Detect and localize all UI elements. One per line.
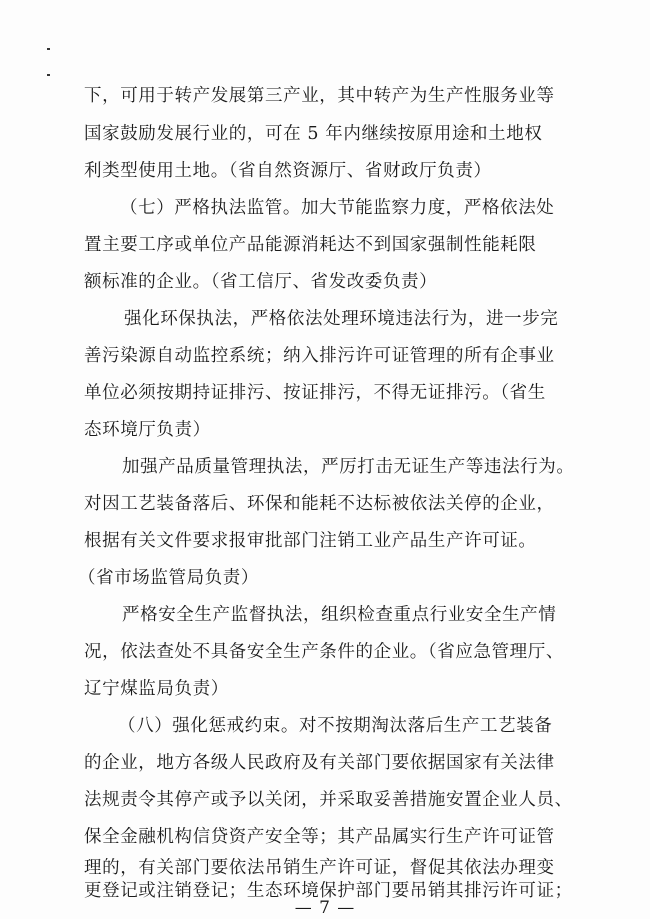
text-line: 强化环保执法，严格依法处理环境违法行为，进一步完 <box>124 309 559 329</box>
text-line: （七）严格执法监管。加大节能监察力度，严格依法处 <box>120 198 555 218</box>
text-line: 置主要工序或单位产品能源消耗达不到国家强制性能耗限 <box>84 235 537 255</box>
text-line: （八）强化惩戒约束。对不按期淘汰落后生产工艺装备 <box>118 716 553 736</box>
text-line: 保全金融机构信贷资产安全等；其产品属实行生产许可证管 <box>84 827 555 847</box>
scan-mark <box>47 74 50 76</box>
text-line: 法规责令其停产或予以关闭，并采取妥善措施安置企业人员、 <box>84 790 573 810</box>
text-line: 理的，有关部门要依法吊销生产许可证，督促其依法办理变 <box>84 858 555 878</box>
text-line: 辽宁煤监局负责） <box>84 679 229 699</box>
text-line: 更登记或注销登记；生态环境保护部门要吊销其排污许可证； <box>84 881 573 901</box>
text-line: 况，依法查处不具备安全生产条件的企业。（省应急管理厅、 <box>84 642 564 662</box>
text-line: 态环境厅负责） <box>84 420 211 440</box>
text-line: 加强产品质量管理执法，严厉打击无证生产等违法行为。 <box>122 457 575 477</box>
scan-mark <box>47 48 50 50</box>
text-line: 下，可用于转产发展第三产业，其中转产为生产性服务业等 <box>84 86 555 106</box>
text-line: 根据有关文件要求报审批部门注销工业产品生产许可证。 <box>84 531 537 551</box>
text-line: 额标准的企业。（省工信厅、省发改委负责） <box>84 272 438 292</box>
text-line: 严格安全生产监督执法，组织检查重点行业安全生产情 <box>122 605 557 625</box>
text-line: 国家鼓励发展行业的，可在 5 年内继续按原用途和土地权 <box>84 124 543 144</box>
text-line: 的企业，地方各级人民政府及有关部门要依据国家有关法律 <box>84 753 555 773</box>
text-line: 对因工艺装备落后、环保和能耗不达标被依法关停的企业， <box>84 494 555 514</box>
page-number: — 7 — <box>294 898 356 918</box>
text-line: 利类型使用土地。（省自然资源厅、省财政厅负责） <box>84 161 492 181</box>
text-line: 单位必须按期持证排污、按证排污，不得无证排污。（省生 <box>84 383 546 403</box>
text-line: （省市场监管局负责） <box>78 568 259 588</box>
text-line: 善污染源自动监控系统；纳入排污许可证管理的所有企事业 <box>84 346 555 366</box>
